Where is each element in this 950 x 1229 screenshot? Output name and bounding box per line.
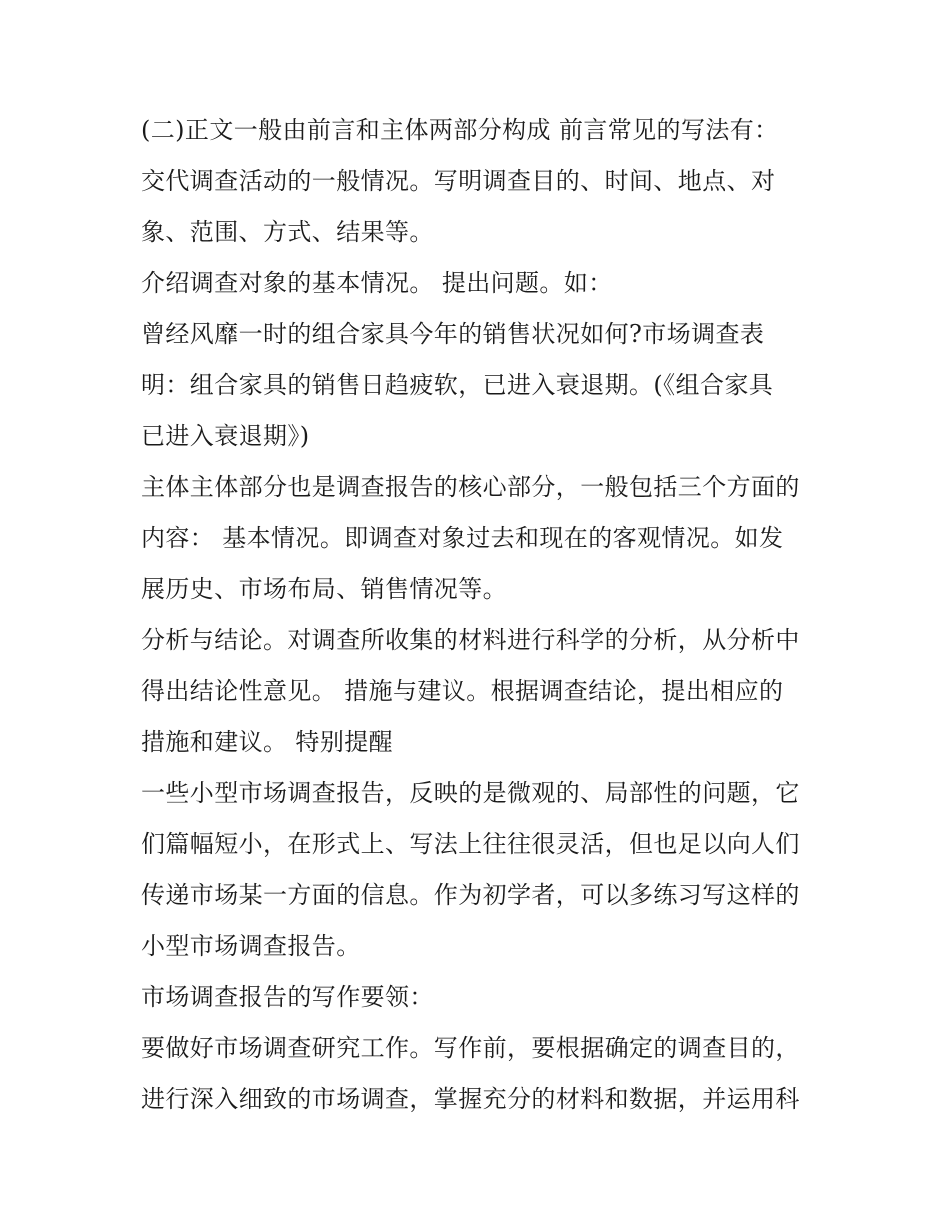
text-line: 主体主体部分也是调查报告的核心部分，一般包括三个方面的 xyxy=(141,473,800,501)
text-line: 内容： 基本情况。即调查对象过去和现在的客观情况。如发 xyxy=(141,524,784,552)
text-line: 交代调查活动的一般情况。写明调查目的、时间、地点、对 xyxy=(141,167,776,195)
text-line: 展历史、市场布局、销售情况等。 xyxy=(141,575,507,603)
text-line: 明：组合家具的销售日趋疲软，已进入衰退期。(《组合家具 xyxy=(141,371,774,399)
text-line: 分析与结论。对调查所收集的材料进行科学的分析，从分析中 xyxy=(141,626,800,654)
text-line: 一些小型市场调查报告，反映的是微观的、局部性的问题，它 xyxy=(141,779,800,807)
text-line: 市场调查报告的写作要领： xyxy=(141,983,434,1011)
text-line: 小型市场调查报告。 xyxy=(141,932,361,960)
text-line: 传递市场某一方面的信息。作为初学者，可以多练习写这样的 xyxy=(141,881,800,909)
text-line: 们篇幅短小，在形式上、写法上往往很灵活，但也足以向人们 xyxy=(141,830,800,858)
text-line: 措施和建议。 特别提醒 xyxy=(141,728,394,756)
text-line: 介绍调查对象的基本情况。 提出问题。如： xyxy=(141,269,613,297)
text-line: 已进入衰退期》) xyxy=(141,422,310,450)
text-line: 进行深入细致的市场调查，掌握充分的材料和数据，并运用科 xyxy=(141,1085,800,1113)
text-line: 要做好市场调查研究工作。写作前，要根据确定的调查目的， xyxy=(141,1034,800,1062)
text-line: 得出结论性意见。 措施与建议。根据调查结论，提出相应的 xyxy=(141,677,784,705)
text-line: 曾经风靡一时的组合家具今年的销售状况如何?市场调查表 xyxy=(141,320,765,348)
text-line: (二)正文一般由前言和主体两部分构成 前言常见的写法有： xyxy=(141,116,779,144)
text-line: 象、范围、方式、结果等。 xyxy=(141,218,434,246)
